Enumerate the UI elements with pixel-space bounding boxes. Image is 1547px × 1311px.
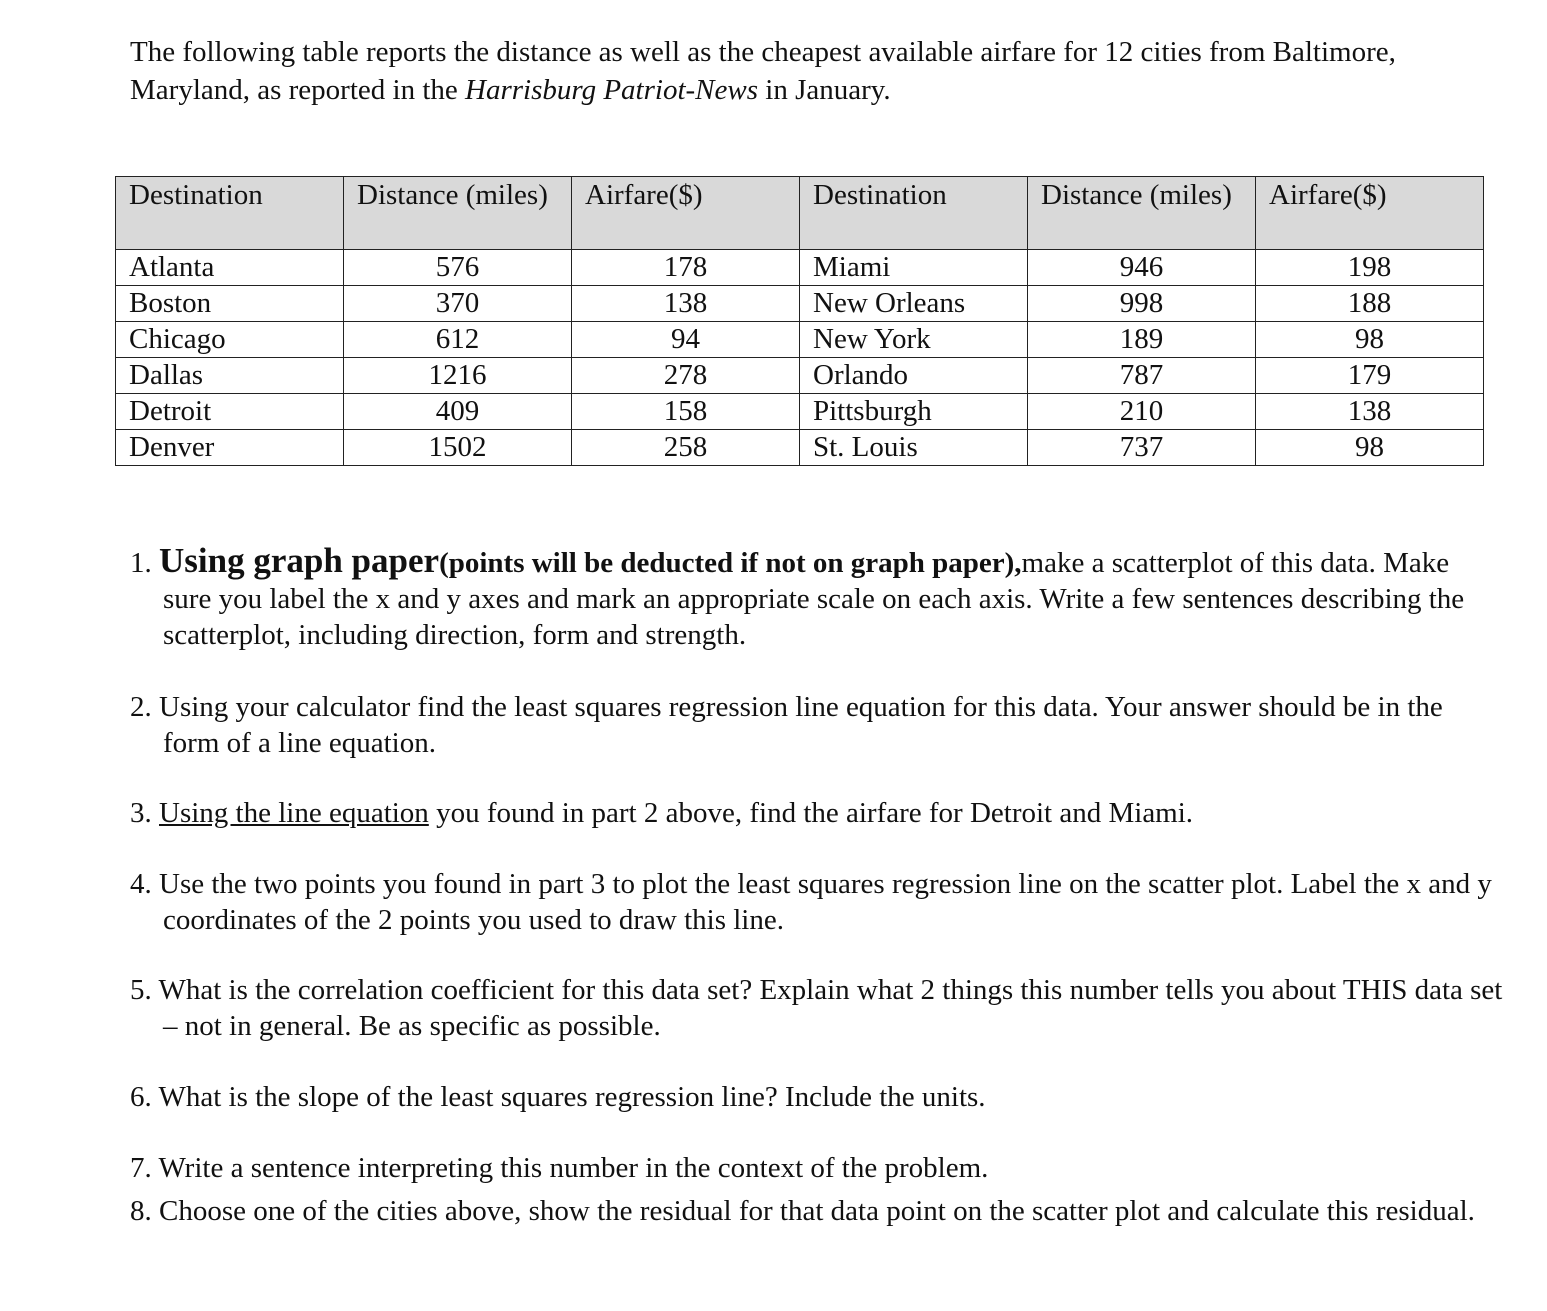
question-1-text: make a scatterplot of this data. Make sure you label the x and y axes and mark an appropriate scale on each axis. Write a few sentences describing the scatterplot, including direction, form and strength. xyxy=(163,547,1465,651)
distance-value: 737 xyxy=(1119,431,1164,463)
table-row xyxy=(116,322,1484,358)
table-row xyxy=(116,286,1484,322)
table-row xyxy=(116,358,1484,394)
header-airfare-1: Airfare($) xyxy=(572,177,800,250)
airfare-table xyxy=(115,176,1484,466)
distance-value: 612 xyxy=(435,323,480,355)
table-row xyxy=(116,430,1484,466)
destination-cell: St. Louis xyxy=(800,430,1028,466)
distance-value: 189 xyxy=(1119,323,1164,355)
question-3 xyxy=(130,795,1503,831)
question-7: 7. Write a sentence interpreting this number in the context of the problem. xyxy=(130,1152,989,1184)
question-3-number: 3. xyxy=(130,797,159,829)
intro-source: Harrisburg Patriot-News xyxy=(465,74,759,106)
table-header-row xyxy=(116,177,1484,250)
distance-value: 1502 xyxy=(428,431,487,463)
distance-cell xyxy=(1028,358,1256,394)
airfare-cell: 158 xyxy=(572,394,800,430)
distance-value: 1216 xyxy=(428,359,487,391)
destination-cell: Boston xyxy=(116,286,344,322)
distance-cell xyxy=(1028,250,1256,286)
distance-cell xyxy=(344,430,572,466)
airfare-cell: 198 xyxy=(1256,250,1484,286)
intro-text: The following table reports the distance as well as the cheapest available airfare for 12 cities from Baltimore, Maryland, as reported in the xyxy=(130,36,1396,106)
distance-cell xyxy=(344,394,572,430)
airfare-cell: 178 xyxy=(572,250,800,286)
question-4: 4. Use the two points you found in part 3 to plot the least squares regression line on the scatter plot. Label the x and y coordinates of the 2 points you used to draw this line. xyxy=(130,868,1492,936)
destination-cell: Miami xyxy=(800,250,1028,286)
header-airfare-2: Airfare($) xyxy=(1256,177,1484,250)
intro-text-end: in January. xyxy=(758,74,891,106)
distance-value: 787 xyxy=(1119,359,1164,391)
question-1-lead: Using graph paper xyxy=(159,541,440,580)
table-row xyxy=(116,250,1484,286)
distance-cell xyxy=(1028,322,1256,358)
header-distance-1: Distance (miles) xyxy=(344,177,572,250)
distance-value: 998 xyxy=(1119,287,1164,319)
airfare-cell: 138 xyxy=(1256,394,1484,430)
distance-cell xyxy=(344,358,572,394)
question-1-number: 1. xyxy=(130,547,159,579)
question-1 xyxy=(130,543,1503,653)
destination-cell: New York xyxy=(800,322,1028,358)
airfare-cell: 179 xyxy=(1256,358,1484,394)
header-distance-2: Distance (miles) xyxy=(1028,177,1256,250)
airfare-cell: 278 xyxy=(572,358,800,394)
destination-cell: Pittsburgh xyxy=(800,394,1028,430)
airfare-cell: 98 xyxy=(1256,430,1484,466)
distance-cell xyxy=(344,250,572,286)
intro-paragraph xyxy=(130,33,1430,109)
distance-cell xyxy=(344,286,572,322)
destination-cell: Detroit xyxy=(116,394,344,430)
distance-value: 210 xyxy=(1119,395,1164,427)
airfare-cell: 188 xyxy=(1256,286,1484,322)
airfare-cell: 258 xyxy=(572,430,800,466)
airfare-cell: 138 xyxy=(572,286,800,322)
header-destination-1: Destination xyxy=(116,177,344,250)
destination-cell: Chicago xyxy=(116,322,344,358)
destination-cell: Dallas xyxy=(116,358,344,394)
destination-cell: Denver xyxy=(116,430,344,466)
destination-cell: Orlando xyxy=(800,358,1028,394)
distance-value: 946 xyxy=(1119,251,1164,283)
question-1-note: (points will be deducted if not on graph paper), xyxy=(439,547,1022,579)
airfare-cell: 98 xyxy=(1256,322,1484,358)
distance-cell xyxy=(344,322,572,358)
question-2: 2. Using your calculator find the least squares regression line equation for this data. Your answer should be in the form of a line equation. xyxy=(130,691,1443,759)
destination-cell: New Orleans xyxy=(800,286,1028,322)
distance-cell xyxy=(1028,286,1256,322)
question-3-text: you found in part 2 above, find the airfare for Detroit and Miami. xyxy=(428,797,1194,829)
destination-cell: Atlanta xyxy=(116,250,344,286)
question-5: 5. What is the correlation coefficient for this data set? Explain what 2 things this number tells you about THIS data set – not in general. Be as specific as possible. xyxy=(130,974,1503,1042)
header-destination-2: Destination xyxy=(800,177,1028,250)
table-row xyxy=(116,394,1484,430)
distance-value: 370 xyxy=(435,287,480,319)
question-3-underlined: Using the line equation xyxy=(159,797,429,829)
distance-cell xyxy=(1028,430,1256,466)
airfare-cell: 94 xyxy=(572,322,800,358)
distance-value: 576 xyxy=(435,251,480,283)
distance-value: 409 xyxy=(435,395,480,427)
distance-cell xyxy=(1028,394,1256,430)
question-6: 6. What is the slope of the least squares regression line? Include the units. xyxy=(130,1081,986,1113)
question-8: 8. Choose one of the cities above, show the residual for that data point on the scatter plot and calculate this residual. xyxy=(130,1195,1475,1227)
